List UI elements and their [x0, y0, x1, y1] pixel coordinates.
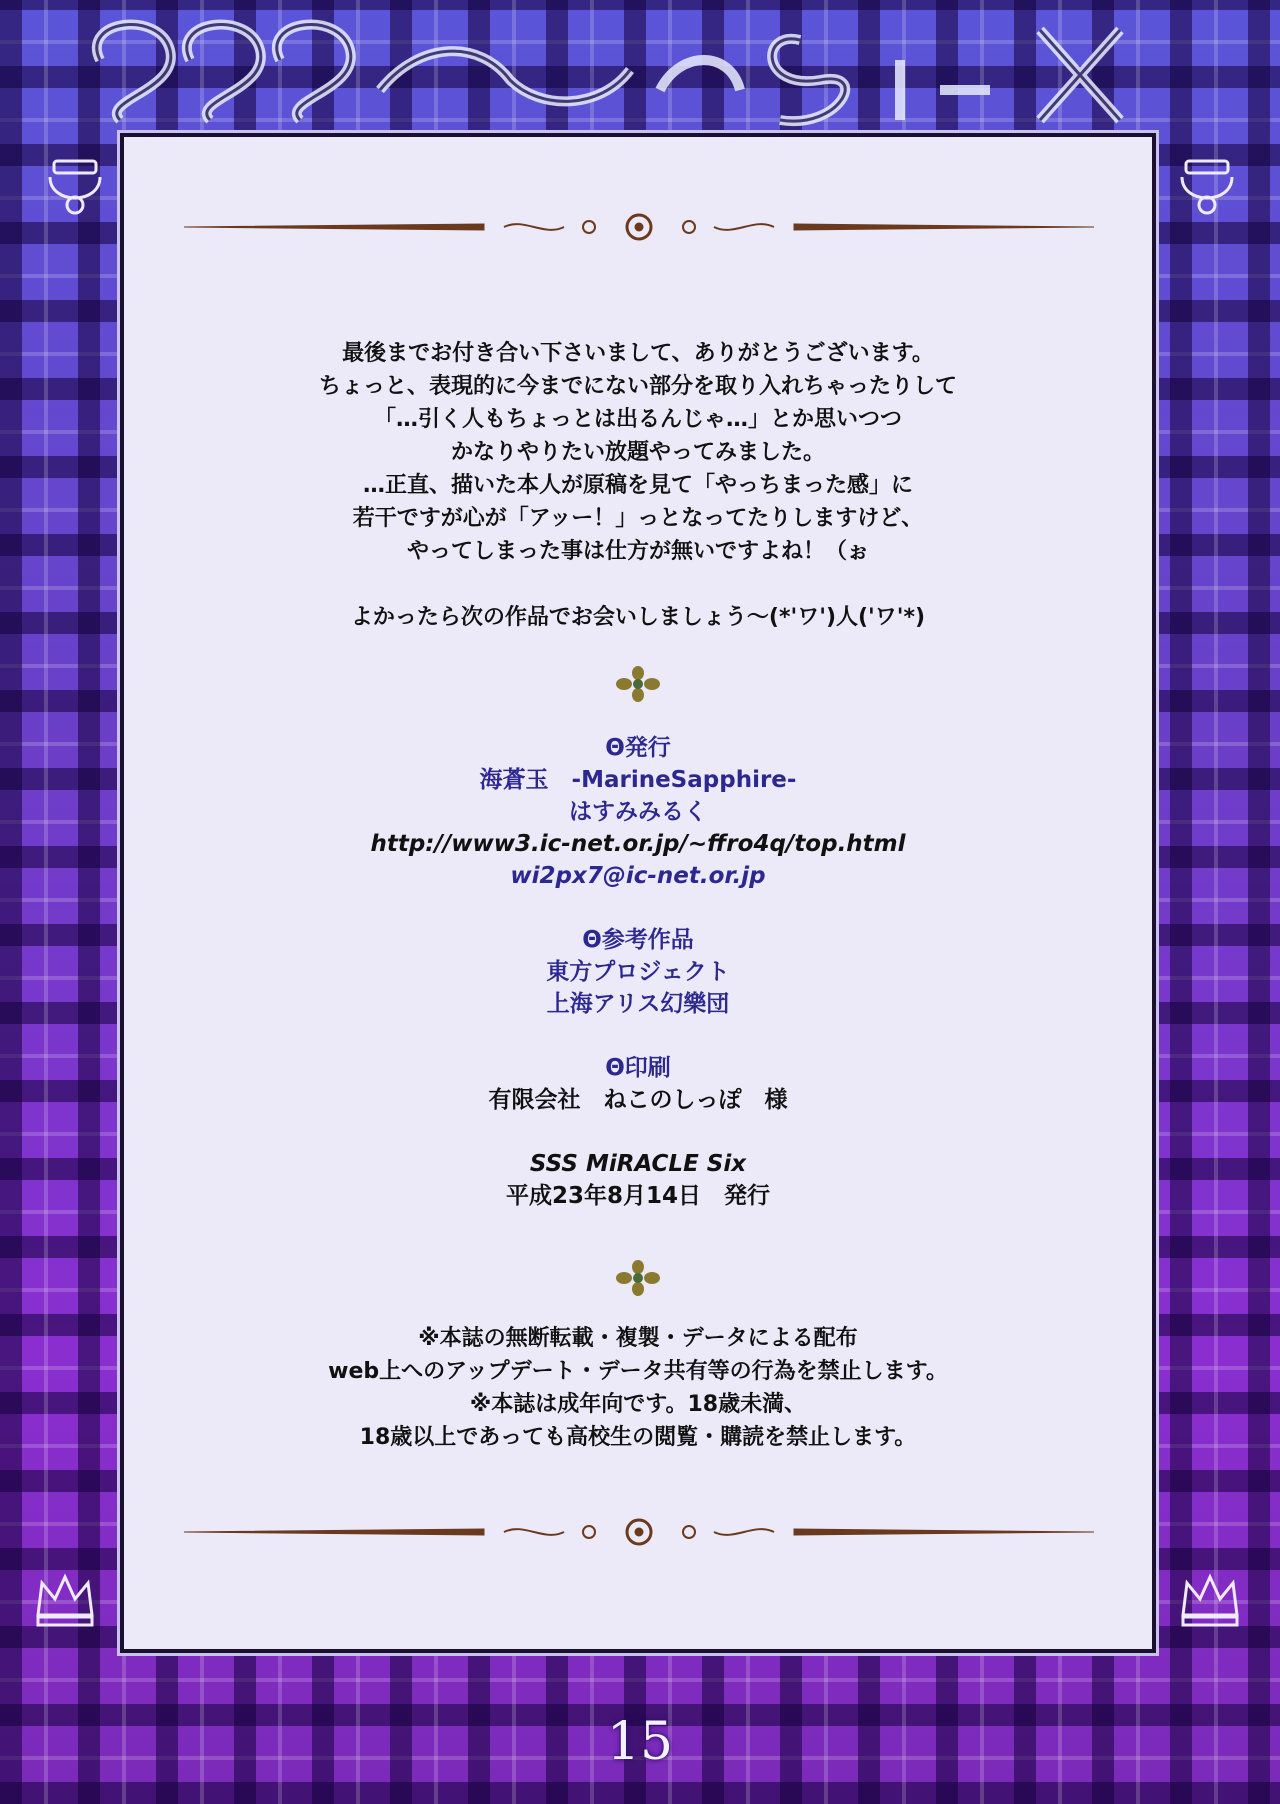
website-link[interactable]: http://www3.ic-net.or.jp/~ffro4q/top.html	[370, 831, 906, 857]
circle-name: 海蒼玉 -MarineSapphire-	[479, 767, 797, 793]
reference-line: 上海アリス幻樂団	[546, 991, 730, 1017]
page-number: 15	[606, 1712, 674, 1772]
afterword-line: かなりやりたい放題やってみました。	[450, 440, 825, 465]
reference-heading: Θ参考作品	[582, 927, 694, 953]
credits-block	[124, 732, 1152, 1212]
pendant-ornament-icon	[40, 155, 110, 225]
notice-line: web上へのアップデート・データ共有等の行為を禁止します。	[328, 1359, 948, 1384]
ornamental-divider-top	[184, 212, 1094, 242]
author-name: はすみみるく	[569, 799, 707, 825]
reference-line: 東方プロジェクト	[546, 959, 730, 985]
flower-ornament-icon	[612, 1259, 664, 1297]
publish-date: 平成23年8月14日 発行	[505, 1183, 771, 1209]
publisher-heading: Θ発行	[605, 735, 671, 761]
afterword-line: ちょっと、表現的に今までにない部分を取り入れちゃったりして	[318, 374, 957, 399]
notice-line: ※本誌は成年向です。18歳未満、	[469, 1392, 807, 1417]
afterword-line: 若干ですが心が「アッー！」っとなってたりしますけど、	[352, 506, 924, 531]
notice-line: ※本誌の無断転載・複製・データによる配布	[418, 1326, 858, 1351]
title-logo	[40, 0, 1240, 140]
crown-icon	[30, 1565, 100, 1635]
afterword-closing: よかったら次の作品でお会いしましょう～(*'ワ')人('ワ'*)	[350, 605, 926, 630]
email-link[interactable]: wi2px7@ic-net.or.jp	[510, 863, 766, 889]
content-panel	[120, 133, 1156, 1653]
crown-icon	[1175, 1565, 1245, 1635]
pendant-ornament-icon	[1172, 155, 1242, 225]
ornamental-divider-bottom	[184, 1517, 1094, 1547]
afterword-line: 「…引く人もちょっとは出るんじゃ…」とか思いつつ	[373, 407, 902, 432]
afterword-line: やってしまった事は仕方が無いですよね！（ぉ	[406, 539, 869, 564]
afterword-line: …正直、描いた本人が原稿を見て「やっちまった感」に	[362, 473, 913, 498]
legal-notice	[124, 1322, 1152, 1454]
printer-name: 有限会社 ねこのしっぽ 様	[488, 1087, 788, 1113]
afterword-text	[124, 337, 1152, 634]
book-title: SSS MiRACLE Six	[529, 1151, 747, 1177]
flower-ornament-icon	[612, 665, 664, 703]
printing-heading: Θ印刷	[605, 1055, 671, 1081]
afterword-line: 最後までお付き合い下さいまして、ありがとうございます。	[342, 341, 934, 366]
notice-line: 18歳以上であっても高校生の閲覧・購読を禁止します。	[359, 1425, 917, 1450]
